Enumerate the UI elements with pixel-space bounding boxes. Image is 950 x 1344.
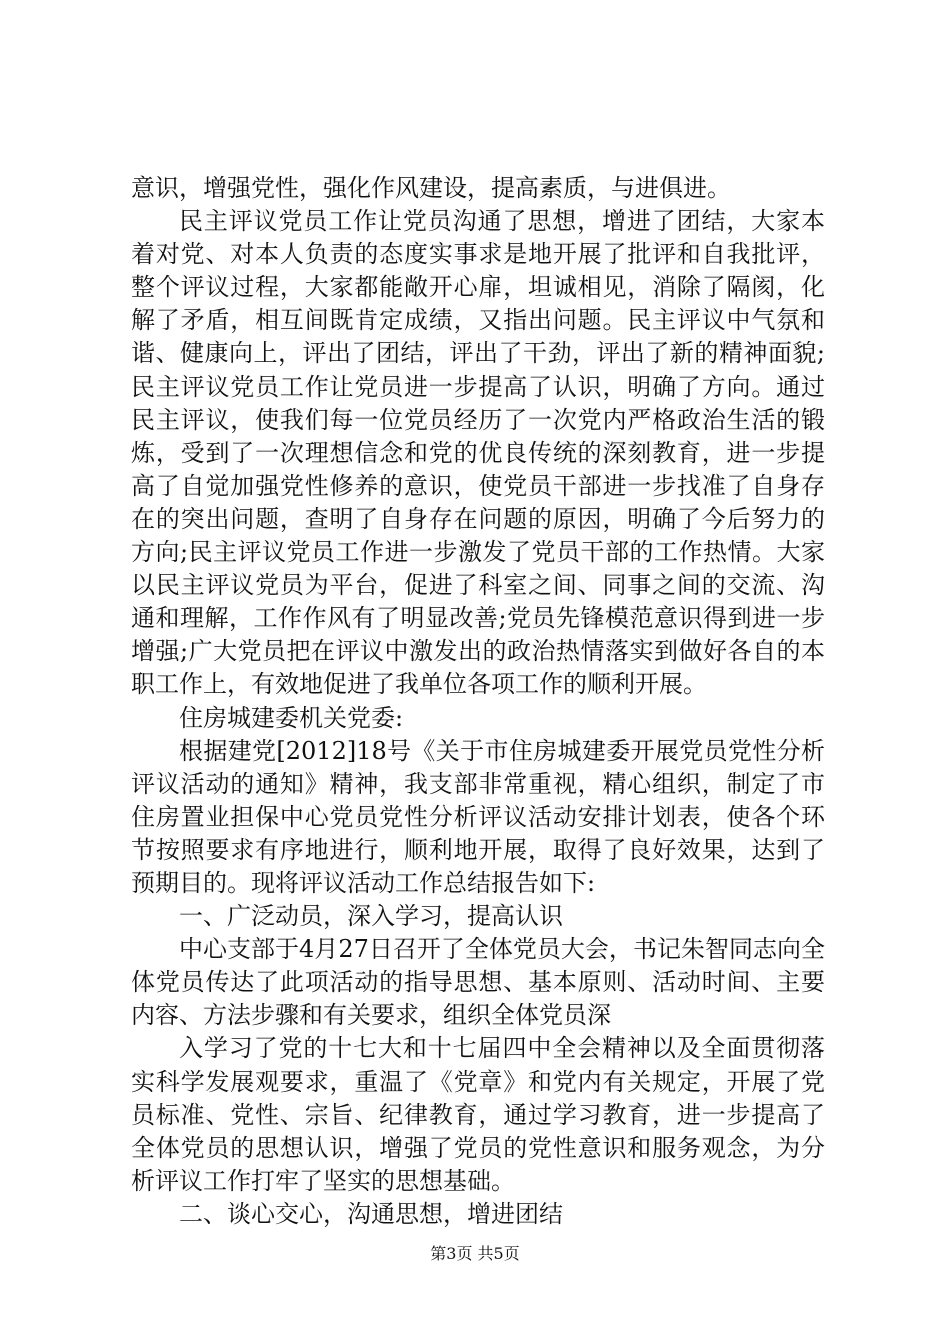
paragraph-4: 根据建党[2012]18号《关于市住房城建委开展党员党性分析评议活动的通知》精神，我支部非常重视，精心组织，制定了市住房置业担保中心党员党性分析评议活动安排计划表，使各个环节按照要求有序地进行，顺利地开展，取得了良好效果，达到了预期目的。现将评议活动工作总结报告如下: <box>131 736 825 897</box>
paragraph-6: 入学习了党的十七大和十七届四中全会精神以及全面贯彻落实科学发展观要求，重温了《党章》和党内有关规定，开展了党员标准、党性、宗旨、纪律教育，通过学习教育，进一步提高了全体党员的思想认识，增强了党员的党性意识和服务观念，为分析评议工作打牢了坚实的思想基础。 <box>131 1034 825 1195</box>
page-number-label: 第3页 共5页 <box>430 1244 520 1263</box>
paragraph-5: 中心支部于4月27日召开了全体党员大会，书记朱智同志向全体党员传达了此项活动的指导思想、基本原则、活动时间、主要内容、方法步骤和有关要求，组织全体党员深 <box>131 935 825 1030</box>
paragraph-1: 意识，增强党性，强化作风建设，提高素质，与进俱进。 <box>131 174 731 202</box>
page-footer <box>0 1244 950 1264</box>
document-body <box>131 172 825 1231</box>
paragraph-2: 民主评议党员工作让党员沟通了思想，增进了团结，大家本着对党、对本人负责的态度实事求是地开展了批评和自我批评，整个评议过程，大家都能敞开心扉，坦诚相见，消除了隔阂，化解了矛盾，相互间既肯定成绩，又指出问题。民主评议中气氛和谐、健康向上，评出了团结，评出了干劲，评出了新的精神面貌;民主评议党员工作让党员进一步提高了认识，明确了方向。通过民主评议，使我们每一位党员经历了一次党内严格政治生活的锻炼，受到了一次理想信念和党的优良传统的深刻教育，进一步提高了自觉加强党性修养的意识，使党员干部进一步找准了自身存在的突出问题，查明了自身存在问题的原因，明确了今后努力的方向;民主评议党员工作进一步激发了党员干部的工作热情。大家以民主评议党员为平台，促进了科室之间、同事之间的交流、沟通和理解，工作作风有了明显改善;党员先锋模范意识得到进一步增强;广大党员把在评议中激发出的政治热情落实到做好各自的本职工作上，有效地促进了我单位各项工作的顺利开展。 <box>131 207 825 699</box>
section-heading-1: 一、广泛动员，深入学习，提高认识 <box>179 902 563 931</box>
paragraph-3: 住房城建委机关党委: <box>179 703 404 732</box>
section-heading-2: 二、谈心交心，沟通思想，增进团结 <box>179 1199 563 1228</box>
